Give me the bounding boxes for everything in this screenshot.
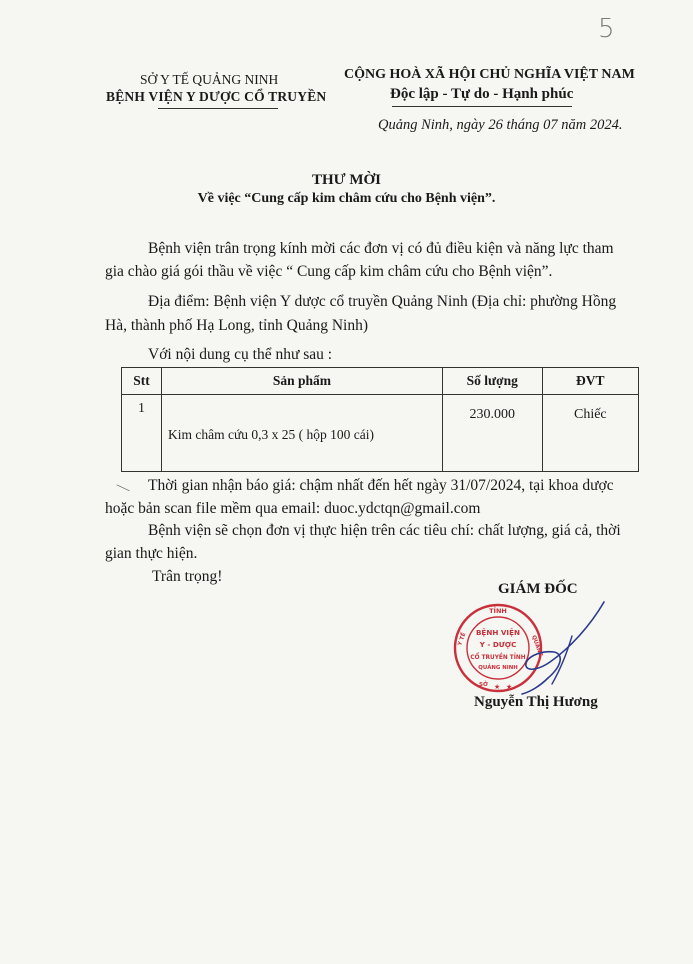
seal-ring-bottom: SỞ bbox=[479, 682, 488, 688]
col-header-stt: Stt bbox=[122, 368, 162, 395]
seal-line-1: BỆNH VIỆN bbox=[475, 628, 521, 637]
document-title: THƯ MỜI bbox=[311, 172, 382, 188]
motto-underline bbox=[392, 106, 572, 107]
seal-ring-left: Y TẾ bbox=[457, 632, 468, 647]
seal-star-right: ★ bbox=[506, 683, 513, 691]
seal-line-4: QUẢNG NINH bbox=[478, 665, 518, 671]
cell-product bbox=[161, 395, 442, 472]
unit-value: Chiếc bbox=[573, 407, 607, 422]
signer-title: GIÁM ĐỐC bbox=[498, 581, 578, 597]
seal-line-2: Y - DƯỢC bbox=[479, 640, 517, 649]
paragraph-2-line-1: Địa điểm: Bệnh viện Y dược cổ truyền Quảng Ninh (Địa chỉ: phường Hồng bbox=[148, 293, 617, 310]
paragraph-4-line-1: Thời gian nhận báo giá: chậm nhất đến hết ngày 31/07/2024, tại khoa dược bbox=[148, 477, 614, 494]
org-parent: SỞ Y TẾ QUẢNG NINH bbox=[140, 72, 279, 87]
seal-ring-top: TỈNH bbox=[489, 607, 507, 615]
items-table bbox=[121, 367, 639, 472]
paragraph-5-line-2: gian thực hiện. bbox=[105, 545, 198, 562]
seal-ring-right: QUẢNG bbox=[530, 634, 544, 658]
paragraph-5-line-1: Bệnh viện sẽ chọn đơn vị thực hiện trên các tiêu chí: chất lượng, giá cả, thời bbox=[148, 522, 621, 539]
document-subject: Về việc “Cung cấp kim châm cứu cho Bệnh viện”. bbox=[197, 191, 496, 206]
paragraph-4-line-2: hoặc bản scan file mềm qua email: duoc.ydctqn@gmail.com bbox=[105, 500, 481, 517]
seal-star-left: ★ bbox=[494, 683, 501, 691]
col-header-quantity: Số lượng bbox=[442, 368, 542, 395]
col-header-product: Sản phẩm bbox=[161, 368, 442, 395]
nation-heading: CỘNG HOÀ XÃ HỘI CHỦ NGHĨA VIỆT NAM bbox=[344, 67, 635, 82]
org-underline bbox=[158, 108, 278, 109]
org-name: BỆNH VIỆN Y DƯỢC CỔ TRUYỀN bbox=[106, 89, 327, 104]
paragraph-1-line-2: gia chào giá gói thầu về việc “ Cung cấp kim châm cứu cho Bệnh viện”. bbox=[105, 263, 553, 280]
document-date: Quảng Ninh, ngày 26 tháng 07 năm 2024. bbox=[378, 117, 623, 133]
motto: Độc lập - Tự do - Hạnh phúc bbox=[390, 86, 574, 102]
table-header-row bbox=[122, 368, 639, 395]
product-value: Kim châm cứu 0,3 x 25 ( hộp 100 cái) bbox=[167, 427, 374, 442]
paragraph-3: Với nội dung cụ thể như sau : bbox=[148, 346, 333, 363]
cell-quantity bbox=[442, 395, 542, 472]
paragraph-2-line-2: Hà, thành phố Hạ Long, tỉnh Quảng Ninh) bbox=[105, 317, 369, 334]
pen-mark: — bbox=[113, 477, 133, 498]
table-row bbox=[122, 395, 639, 472]
handwritten-signature bbox=[500, 596, 610, 700]
seal-line-3: CỔ TRUYỀN TỈNH bbox=[470, 655, 526, 661]
page-number: 5 bbox=[598, 14, 615, 44]
col-header-unit: ĐVT bbox=[542, 368, 638, 395]
cell-stt bbox=[122, 395, 162, 472]
signer-name: Nguyễn Thị Hương bbox=[474, 694, 598, 710]
stt-value: 1 bbox=[137, 401, 145, 416]
closing-text: Trân trọng! bbox=[152, 568, 223, 585]
cell-unit bbox=[542, 395, 638, 472]
paragraph-1-line-1: Bệnh viện trân trọng kính mời các đơn vị có đủ điều kiện và năng lực tham bbox=[148, 240, 614, 257]
quantity-value: 230.000 bbox=[469, 407, 515, 422]
